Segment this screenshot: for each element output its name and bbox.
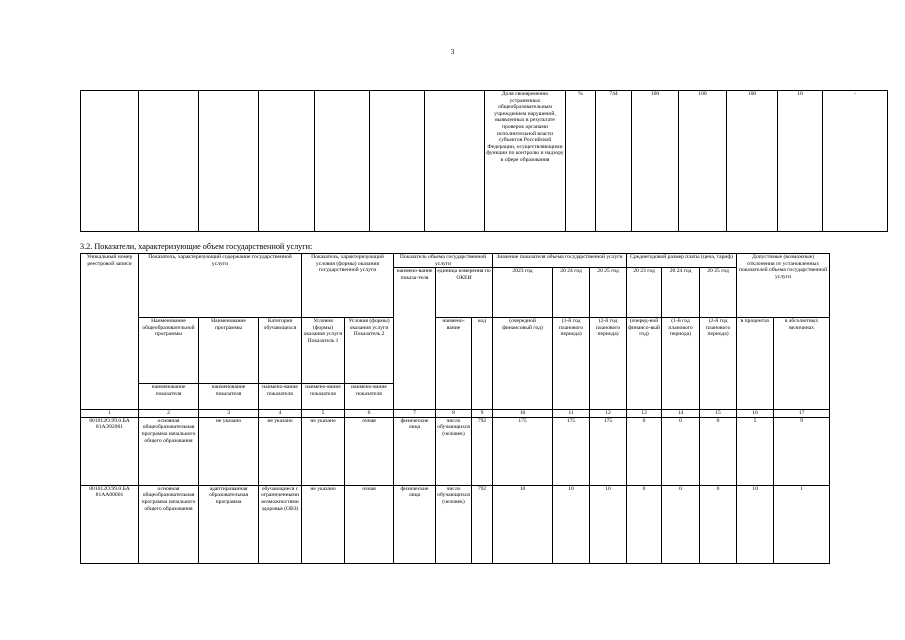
col-category-header: Категория обучающихся — [259, 318, 302, 384]
deviation-percent-cell: 5 — [737, 417, 774, 485]
sub-header-1: наименование показателя — [139, 384, 199, 410]
category-cell: не указано — [259, 417, 302, 485]
quality-indicators-continuation-table — [80, 90, 888, 232]
unit-code-header: код — [472, 318, 493, 410]
unit-name-header: наимено-вание — [436, 318, 472, 410]
unique-number-header: Уникальный номер реестровой записи — [81, 254, 139, 410]
deviation-percent-cell: 10 — [737, 485, 774, 563]
year-2025-header: 20 25 год — [590, 268, 627, 318]
value-2025-cell: 10 — [590, 485, 627, 563]
sub-header-2: наименование показателя — [199, 384, 259, 410]
value-2023-cell: 100 — [632, 91, 679, 232]
price-2025-header: 20 25 год — [700, 268, 737, 318]
value-2023-cell: 175 — [493, 417, 553, 485]
indicator-cell: Доля своевременно устраненных общеобразовательным учреждением нарушений, выявленных в результате проверок органами исполнительной власти субъектов Российской Федерации, осуществляющими функции по контролю и надзору в сфере образования — [485, 91, 566, 232]
program-cell: основная общеобразовательная программа начального общего образования — [139, 417, 199, 485]
value-2025-cell: 100 — [727, 91, 778, 232]
okei-cell: 744 — [596, 91, 632, 232]
price-2024-header: 20 24 год — [662, 268, 700, 318]
value-2024-cell: 175 — [553, 417, 590, 485]
col-condition1-header: Условия (формы) оказания услуги Показатель 1 — [302, 318, 345, 384]
volume-indicators-table — [80, 253, 830, 564]
table-row — [81, 417, 830, 485]
value-group-header: Значение показателя объема государственной услуги — [493, 254, 627, 268]
value-2023-cell: 10 — [493, 485, 553, 563]
price-group-header: Среднегодовой размер платы (цена, тариф) — [627, 254, 737, 268]
deviation-abs-cell: - — [823, 91, 888, 232]
registry-code-cell: 801012О.99.0.БА 81АА00001 — [81, 485, 139, 563]
unit-cell: число обучающихся (человек) — [436, 485, 472, 563]
price-2023-header: 20 23 год — [627, 268, 662, 318]
table-row — [81, 91, 888, 232]
okei-code-cell: 792 — [472, 485, 493, 563]
table-row — [81, 485, 830, 563]
in-percent-header: в процентах — [737, 318, 774, 410]
sub-header-4: наимено-вание показателя — [302, 384, 345, 410]
price-2024-cell: 0 — [662, 417, 700, 485]
program-name-cell: адаптированная образовательная программа — [199, 485, 259, 563]
price-plan2-header: (2-й год планового периода) — [700, 318, 737, 410]
deviation-percent-cell: 10 — [778, 91, 823, 232]
condition2-cell: очная — [345, 417, 394, 485]
sub-header-5: наимено-вание показателя — [345, 384, 394, 410]
unit-cell: % — [566, 91, 596, 232]
header-row-3 — [81, 318, 830, 384]
price-current-fy-header: (очеред-ной финансо-вый год) — [627, 318, 662, 410]
indicator-cell: физические лица — [394, 417, 436, 485]
registry-code-cell: 801012О.99.0.БА 81АЭ92001 — [81, 417, 139, 485]
indicator-cell: физические лица — [394, 485, 436, 563]
price-2023-cell: 0 — [627, 485, 662, 563]
indicator-name-header: наимено-вание показа-теля — [394, 268, 436, 410]
plan2-header: (2-й год планового периода) — [590, 318, 627, 410]
unit-group-header: единица измерения по ОКЕИ — [436, 268, 493, 318]
program-cell: основная общеобразовательная программа начального общего образования — [139, 485, 199, 563]
col-program-name-header: Наименование программы — [199, 318, 259, 384]
year-2024-header: 20 24 год — [553, 268, 590, 318]
year-2023-header: 2023 год — [493, 268, 553, 318]
page-number: 3 — [450, 48, 455, 56]
deviation-group-header: Допустимые (возможные) отклонения от установленных показателей объема государственной услуги — [737, 254, 830, 318]
unit-cell: число обучающихся (человек) — [436, 417, 472, 485]
in-abs-header: в абсолютных величинах — [774, 318, 830, 410]
price-plan1-header: (1-й год планового периода) — [662, 318, 700, 410]
program-name-cell: не указано — [199, 417, 259, 485]
value-2025-cell: 175 — [590, 417, 627, 485]
content-group-header: Показатель, характеризующий содержание государственной услуги — [139, 254, 302, 318]
column-number-row: 1 2 3 4 5 6 7 8 9 10 11 12 13 14 15 16 17 — [81, 410, 830, 418]
condition1-cell: не указано — [302, 485, 345, 563]
current-fy-header: (очередной финансовый год) — [493, 318, 553, 410]
price-2023-cell: 0 — [627, 417, 662, 485]
deviation-abs-cell: 9 — [774, 417, 830, 485]
section-title: 3.2. Показатели, характеризующие объем государственной услуги: — [80, 242, 313, 251]
price-2025-cell: 0 — [700, 485, 737, 563]
okei-code-cell: 792 — [472, 417, 493, 485]
condition1-cell: не указано — [302, 417, 345, 485]
col-program-header: Наименование общеобразовательной программы — [139, 318, 199, 384]
col-condition2-header: Условия (формы) оказания услуги Показатель 2 — [345, 318, 394, 384]
header-row-1 — [81, 254, 830, 268]
conditions-group-header: Показатель, характеризующий условия (формы) оказания государственной услуги — [302, 254, 394, 318]
condition2-cell: очная — [345, 485, 394, 563]
price-2025-cell: 0 — [700, 417, 737, 485]
value-2024-cell: 100 — [679, 91, 727, 232]
volume-group-header: Показатель объема государственной услуги — [394, 254, 493, 268]
category-cell: обучающиеся с ограниченными возможностями здоровья (ОВЗ) — [259, 485, 302, 563]
price-2024-cell: 0 — [662, 485, 700, 563]
plan1-header: (1-й год планового периода) — [553, 318, 590, 410]
value-2024-cell: 10 — [553, 485, 590, 563]
sub-header-3: наимено-вание показателя — [259, 384, 302, 410]
deviation-abs-cell: 1 — [774, 485, 830, 563]
